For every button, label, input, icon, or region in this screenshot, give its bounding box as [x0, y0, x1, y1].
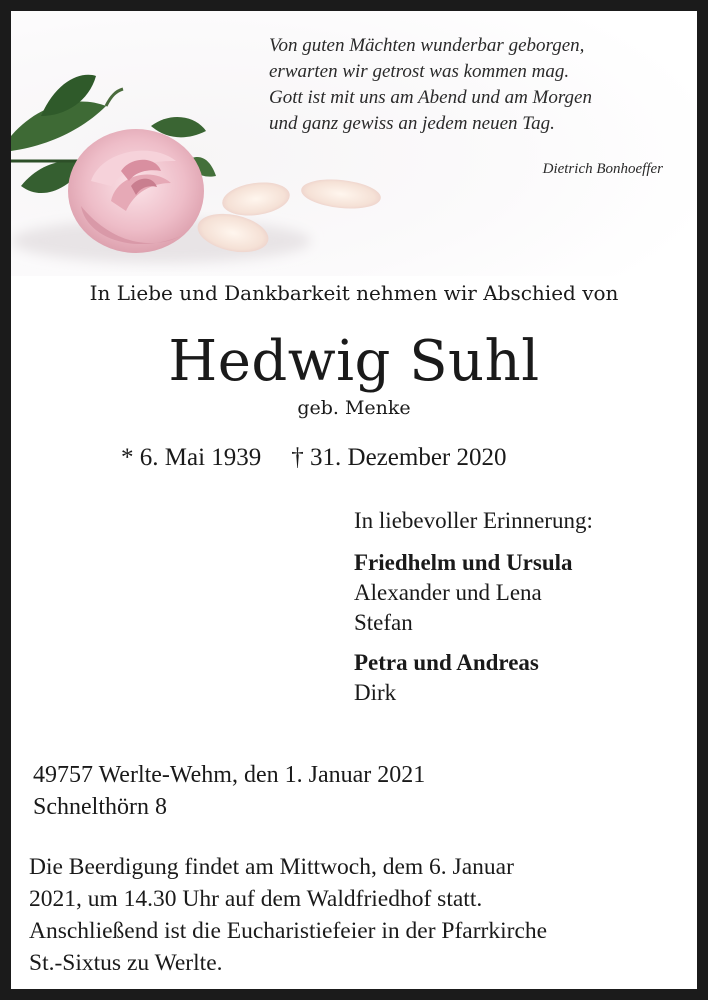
- funeral-line: Anschließend ist die Eucharistiefeier in der Pfarrkirche: [29, 918, 548, 944]
- poem-line: und ganz gewiss an jedem neuen Tag.: [269, 113, 555, 134]
- funeral-line: Die Beerdigung findet am Mittwoch, dem 6. Januar: [29, 854, 514, 880]
- poem-line: Gott ist mit uns am Abend und am Morgen: [269, 87, 592, 108]
- address-block: [33, 759, 425, 823]
- death-date: † 31. Dezember 2020: [291, 444, 507, 471]
- family-group-title: Petra und Andreas: [354, 650, 539, 675]
- poem-author: Dietrich Bonhoeffer: [542, 161, 663, 177]
- family-member: Dirk: [354, 680, 397, 705]
- family-group-title: Friedhelm und Ursula: [354, 550, 573, 575]
- family-section: [354, 506, 593, 708]
- address-line: 49757 Werlte-Wehm, den 1. Januar 2021: [33, 762, 426, 788]
- funeral-info: [29, 851, 689, 979]
- poem-line: Von guten Mächten wunderbar geborgen,: [269, 35, 585, 56]
- poem: [269, 33, 689, 137]
- address-line: Schnelthörn 8: [33, 794, 167, 820]
- funeral-line: St.-Sixtus zu Werlte.: [29, 950, 223, 976]
- family-member: Alexander und Lena: [354, 580, 542, 605]
- family-member: Stefan: [354, 610, 413, 635]
- funeral-line: 2021, um 14.30 Uhr auf dem Waldfriedhof statt.: [29, 886, 483, 912]
- poem-line: erwarten wir getrost was kommen mag.: [269, 61, 570, 82]
- maiden-name: geb. Menke: [297, 397, 411, 419]
- intro-text: In Liebe und Dankbarkeit nehmen wir Abschied von: [89, 281, 619, 305]
- family-heading: In liebevoller Erinnerung:: [354, 508, 593, 533]
- birth-date: * 6. Mai 1939: [121, 444, 262, 471]
- life-dates: [121, 444, 611, 472]
- deceased-name: Hedwig Suhl: [168, 329, 540, 394]
